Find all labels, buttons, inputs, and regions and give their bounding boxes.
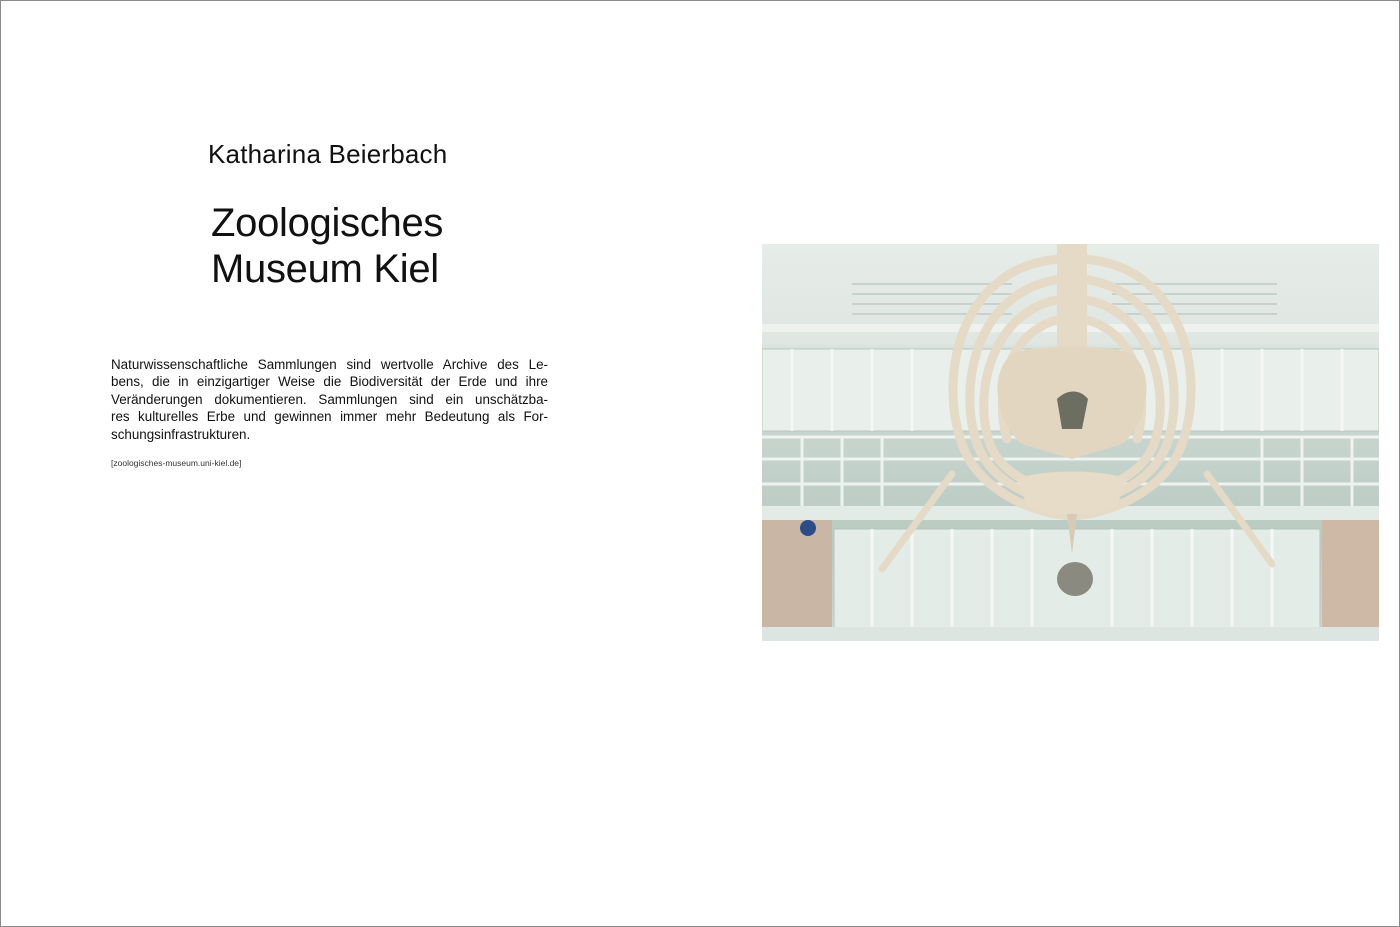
body-line: Veränderungen dokumentieren. Sammlungen sind ein unschätzba- — [111, 391, 548, 407]
body-line: schungsinfrastrukturen. — [111, 426, 251, 442]
article-title — [211, 200, 443, 292]
body-line: Naturwissenschaftliche Sammlungen sind wertvolle Archive des Le- — [111, 357, 548, 372]
body-line: bens, die in einzigartiger Weise die Biodiversität der Erde und ihre — [111, 374, 548, 390]
museum-photo — [762, 244, 1379, 641]
whale-skeleton-illustration — [762, 244, 1379, 641]
article-body — [111, 356, 548, 443]
author-name: Katharina Beierbach — [208, 139, 448, 169]
title-line: Museum Kiel — [211, 247, 439, 291]
source-link: [zoologisches-museum.uni-kiel.de] — [111, 458, 242, 468]
title-line: Zoologisches — [211, 201, 444, 245]
body-line: res kulturelles Erbe und gewinnen immer mehr Bedeutung als For- — [111, 409, 548, 425]
